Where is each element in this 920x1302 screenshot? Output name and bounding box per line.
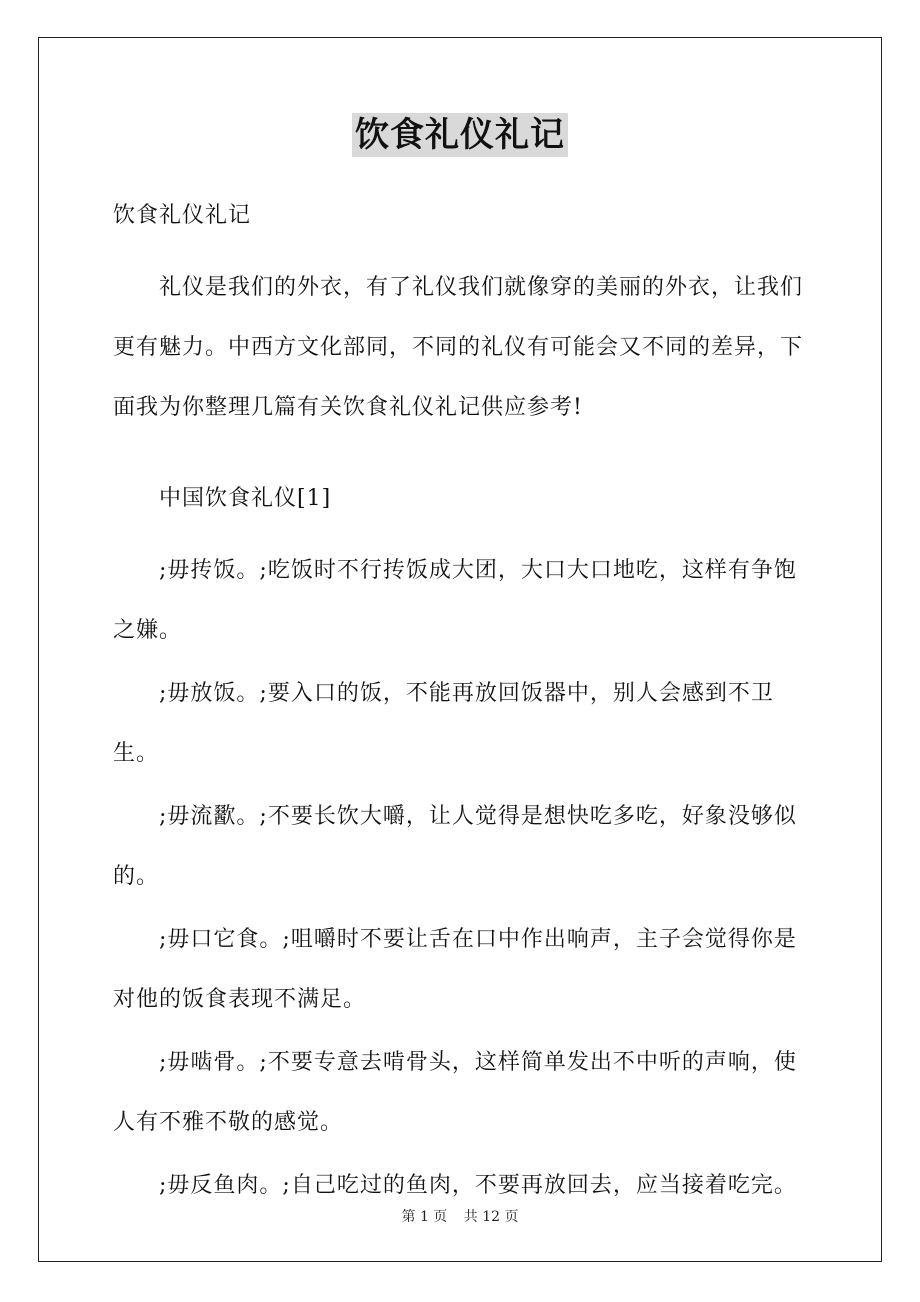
section-spacer <box>113 441 813 479</box>
rule-paragraph: ;毋抟饭。;吃饭时不行抟饭成大团，大口大口地吃，这样有争饱之嫌。 <box>113 558 797 643</box>
document-body <box>113 196 813 1219</box>
intro-paragraph: 礼仪是我们的外衣，有了礼仪我们就像穿的美丽的外衣，让我们更有魅力。中西方文化部同，不同的礼仪有可能会又不同的差异，下面我为你整理几篇有关饮食礼仪礼记供应参考! <box>113 275 804 420</box>
document-title: 饮食礼仪礼记 <box>352 113 568 157</box>
page-number: 第 1 页 <box>401 1209 448 1225</box>
page-total: 共 12 页 <box>463 1209 519 1225</box>
title-area <box>0 113 920 157</box>
rule-paragraph: ;毋反鱼肉。;自己吃过的鱼肉，不要再放回去，应当接着吃完。 <box>159 1173 797 1198</box>
section-heading: 中国饮食礼仪[1] <box>159 486 332 511</box>
rule-paragraph: ;毋啮骨。;不要专意去啃骨头，这样简单发出不中听的声响，使人有不雅不敬的感觉。 <box>113 1050 797 1135</box>
rule-paragraph: ;毋流歠。;不要长饮大嚼，让人觉得是想快吃多吃，好象没够似的。 <box>113 804 797 889</box>
rule-paragraph: ;毋放饭。;要入口的饭，不能再放回饭器中，别人会感到不卫生。 <box>113 681 774 766</box>
subtitle-paragraph: 饮食礼仪礼记 <box>113 203 252 228</box>
rule-paragraph: ;毋口它食。;咀嚼时不要让舌在口中作出响声，主子会觉得你是对他的饭食表现不满足。 <box>113 927 797 1012</box>
page-footer <box>0 1206 920 1226</box>
